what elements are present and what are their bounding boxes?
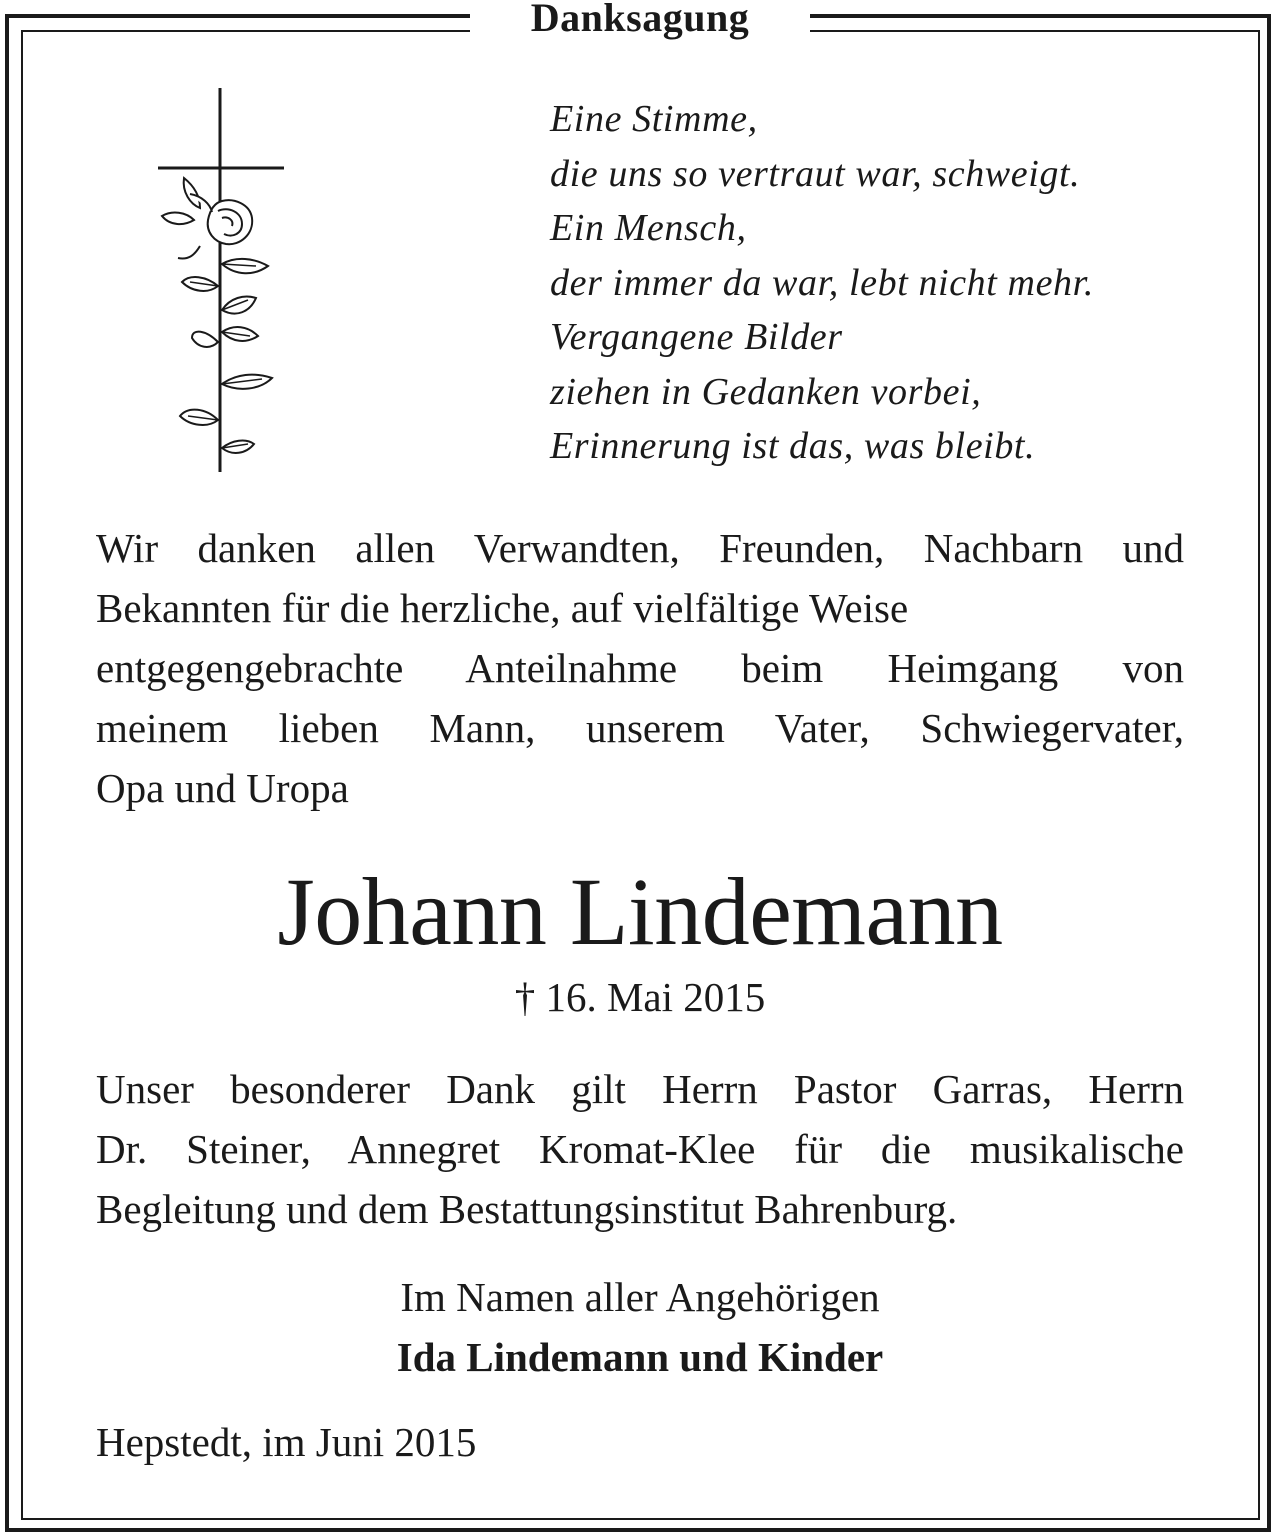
deceased-name: Johann Lindemann [277, 858, 1003, 965]
closing-block [0, 1267, 1280, 1387]
signers: Ida Lindemann und Kinder [396, 1334, 884, 1380]
closing-intro: Im Namen aller Angehörigen [400, 1274, 880, 1320]
death-date: † 16. Mai 2015 [514, 974, 766, 1020]
cross-with-rose-icon [150, 86, 290, 476]
thanks-line: Bekannten für die herzliche, auf vielfältige Weise [96, 585, 909, 631]
thanks-line: entgegengebrachte Anteilnahme beim Heimgang von [96, 645, 1184, 691]
thanks-line: Wir danken allen Verwandten, Freunden, Nachbarn und [96, 525, 1184, 571]
special-thanks-paragraph [96, 1059, 1184, 1239]
poem-line: der immer da war, lebt nicht mehr. [550, 261, 1094, 304]
thanks-paragraph [96, 518, 1184, 818]
poem-line: die uns so vertraut war, schweigt. [550, 152, 1081, 195]
special-thanks-line: Dr. Steiner, Annegret Kromat-Klee für die musikalische [96, 1126, 1184, 1172]
notice-title: Danksagung [530, 0, 750, 40]
poem [550, 92, 1250, 474]
poem-line: Eine Stimme, [550, 98, 758, 140]
poem-line: Ein Mensch, [550, 207, 747, 249]
special-thanks-line: Begleitung und dem Bestattungsinstitut Bahrenburg. [96, 1186, 958, 1232]
poem-line: ziehen in Gedanken vorbei, [550, 370, 982, 413]
poem-line: Erinnerung ist das, was bleibt. [550, 425, 1036, 467]
special-thanks-line: Unser besonderer Dank gilt Herrn Pastor Garras, Herrn [96, 1066, 1184, 1112]
thanks-line: meinem lieben Mann, unserem Vater, Schwiegervater, [96, 705, 1184, 751]
thanks-line: Opa und Uropa [96, 765, 349, 811]
poem-line: Vergangene Bilder [550, 316, 843, 358]
place-and-date: Hepstedt, im Juni 2015 [96, 1419, 477, 1465]
